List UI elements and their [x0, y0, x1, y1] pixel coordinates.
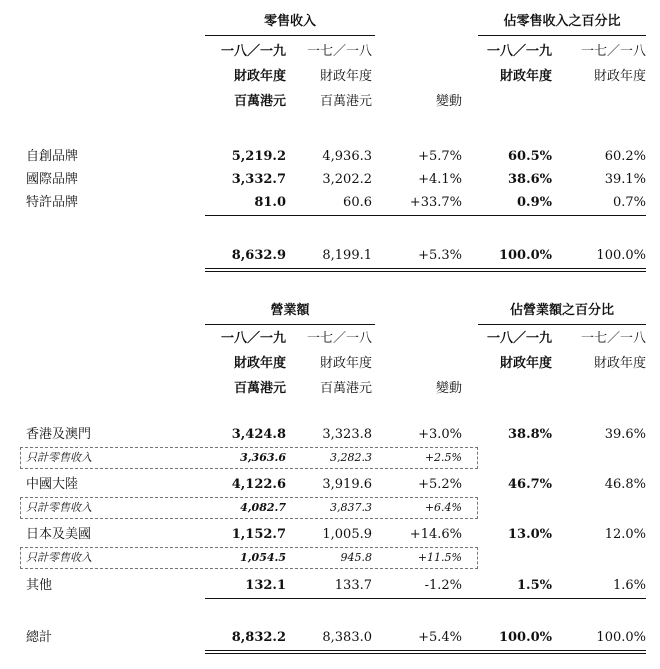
subtotal-rule	[205, 215, 646, 216]
col-header-pct19: 財政年度	[499, 356, 552, 371]
row-label: 日本及美國	[26, 527, 92, 542]
cell-change: +14.6%	[409, 527, 462, 542]
cell-fy18: 60.6	[343, 195, 372, 210]
col-header-fy18: 財政年度	[319, 69, 372, 84]
group-header-underline	[205, 35, 375, 36]
cell-fy18: 8,199.1	[322, 248, 372, 263]
col-header-fy18: 百萬港元	[319, 94, 372, 109]
group-header-turnover: 營業額	[270, 303, 310, 318]
cell-change: +5.2%	[418, 477, 462, 492]
cell-fy19: 3,332.7	[231, 172, 286, 187]
col-header-fy19: 百萬港元	[233, 381, 286, 396]
subrow-label: 只計零售收入	[26, 501, 92, 514]
cell-change: +6.4%	[424, 501, 462, 514]
col-header-pct18: 一七／一八	[580, 331, 646, 346]
col-header-pct18: 財政年度	[593, 69, 646, 84]
cell-fy19: 4,082.7	[240, 501, 286, 514]
cell-change: -1.2%	[424, 578, 462, 593]
row-label: 特許品牌	[26, 195, 79, 210]
cell-change: +5.4%	[418, 630, 462, 645]
cell-change: +2.5%	[424, 451, 462, 464]
cell-pct18: 0.7%	[612, 195, 646, 210]
col-header-pct18: 一七／一八	[580, 44, 646, 59]
group-header-retail-revenue: 零售收入	[263, 14, 316, 29]
col-header-fy19: 百萬港元	[233, 94, 286, 109]
cell-pct18: 39.6%	[604, 427, 646, 442]
cell-fy18: 3,837.3	[330, 501, 372, 514]
group-header-underline	[478, 35, 646, 36]
cell-pct18: 1.6%	[612, 578, 646, 593]
cell-pct19: 0.9%	[517, 195, 552, 210]
cell-fy18: 3,919.6	[322, 477, 372, 492]
cell-pct19: 46.7%	[507, 477, 552, 492]
total-double-rule	[205, 650, 646, 654]
cell-pct19: 13.0%	[507, 527, 552, 542]
group-header-underline	[478, 324, 646, 325]
cell-change: +4.1%	[418, 172, 462, 187]
cell-pct18: 100.0%	[596, 248, 646, 263]
subrow-label: 只計零售收入	[26, 551, 92, 564]
cell-fy19: 4,122.6	[231, 477, 286, 492]
col-header-fy19: 財政年度	[233, 69, 286, 84]
cell-fy19: 1,054.5	[240, 551, 286, 564]
cell-pct19: 38.6%	[507, 172, 552, 187]
cell-fy19: 3,424.8	[231, 427, 286, 442]
cell-pct19: 100.0%	[498, 248, 552, 263]
col-header-pct19: 一八／一九	[486, 44, 552, 59]
group-header-retail-pct: 佔零售收入之百分比	[503, 14, 621, 29]
row-label: 中國大陸	[26, 477, 79, 492]
col-header-change: 變動	[435, 94, 462, 109]
row-label: 國際品牌	[26, 172, 79, 187]
cell-pct18: 39.1%	[604, 172, 646, 187]
cell-pct19: 100.0%	[498, 630, 552, 645]
total-double-rule	[205, 268, 646, 272]
cell-fy19: 81.0	[254, 195, 286, 210]
cell-pct18: 12.0%	[604, 527, 646, 542]
cell-fy18: 3,282.3	[330, 451, 372, 464]
cell-pct19: 60.5%	[507, 149, 552, 164]
cell-fy19: 3,363.6	[240, 451, 286, 464]
col-header-pct19: 財政年度	[499, 69, 552, 84]
cell-change: +5.3%	[418, 248, 462, 263]
cell-fy19: 1,152.7	[231, 527, 286, 542]
cell-change: +5.7%	[418, 149, 462, 164]
cell-fy18: 4,936.3	[322, 149, 372, 164]
cell-change: +3.0%	[418, 427, 462, 442]
cell-fy19: 8,632.9	[231, 248, 286, 263]
cell-fy18: 8,383.0	[322, 630, 372, 645]
cell-fy19: 132.1	[245, 578, 286, 593]
row-label: 其他	[26, 578, 53, 593]
col-header-pct19: 一八／一九	[486, 331, 552, 346]
row-label: 香港及澳門	[26, 427, 92, 442]
cell-fy18: 945.8	[340, 551, 372, 564]
cell-pct18: 60.2%	[604, 149, 646, 164]
col-header-pct18: 財政年度	[593, 356, 646, 371]
col-header-fy18: 財政年度	[319, 356, 372, 371]
group-header-underline	[205, 324, 375, 325]
col-header-change: 變動	[435, 381, 462, 396]
cell-change: +33.7%	[409, 195, 462, 210]
col-header-fy19: 財政年度	[233, 356, 286, 371]
cell-fy18: 133.7	[334, 578, 372, 593]
cell-fy18: 1,005.9	[322, 527, 372, 542]
col-header-fy18: 百萬港元	[319, 381, 372, 396]
cell-change: +11.5%	[417, 551, 462, 564]
subrow-label: 只計零售收入	[26, 451, 92, 464]
col-header-fy19: 一八／一九	[220, 44, 286, 59]
col-header-fy18: 一七／一八	[306, 331, 372, 346]
cell-pct19: 38.8%	[507, 427, 552, 442]
cell-fy19: 8,832.2	[231, 630, 286, 645]
col-header-fy19: 一八／一九	[220, 331, 286, 346]
group-header-turnover-pct: 佔營業額之百分比	[509, 303, 614, 318]
col-header-fy18: 一七／一八	[306, 44, 372, 59]
cell-fy18: 3,202.2	[322, 172, 372, 187]
cell-pct19: 1.5%	[517, 578, 552, 593]
cell-fy18: 3,323.8	[322, 427, 372, 442]
cell-pct18: 100.0%	[596, 630, 646, 645]
row-label: 總計	[26, 630, 53, 645]
subtotal-rule	[205, 598, 646, 599]
row-label: 自創品牌	[26, 149, 79, 164]
cell-fy19: 5,219.2	[231, 149, 286, 164]
cell-pct18: 46.8%	[604, 477, 646, 492]
